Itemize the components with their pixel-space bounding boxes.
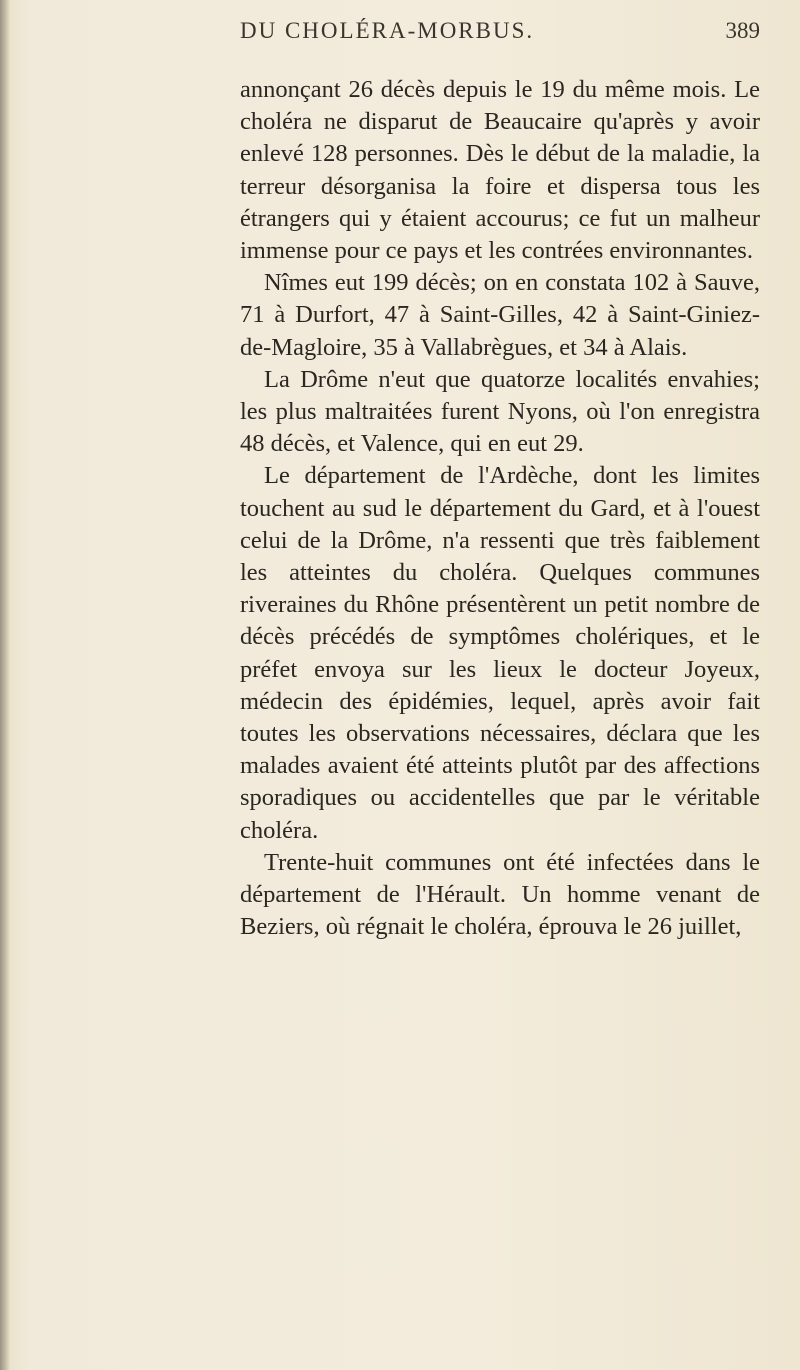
running-title: DU CHOLÉRA-MORBUS. xyxy=(240,18,535,43)
paragraph-herault: Trente-huit communes ont été infectées dans le département de l'Hérault. Un homme venant de Beziers, où régnait le choléra, éprouva le 26 juillet, xyxy=(240,848,760,941)
page-header xyxy=(240,12,760,52)
page-binding-shadow xyxy=(0,0,10,1370)
page-number: 389 xyxy=(725,18,760,43)
paragraph-ardeche: Le département de l'Ardèche, dont les limites touchent au sud le département du Gard, et à l'ouest celui de la Drôme, n'a ressenti que très faiblement les atteintes du choléra. Quelques communes riveraines du Rhône présentèrent un petit nombre de décès précédés de symptômes cholériques, et le préfet envoya sur les lieux le docteur Joyeux, médecin des épidémies, lequel, après avoir fait toutes les observations nécessaires, déclara que les malades avaient été atteints plutôt par des affections sporadiques ou accidentelles que par le véritable choléra. xyxy=(240,462,760,844)
paragraph-continuation: annonçant 26 décès depuis le 19 du même mois. Le choléra ne disparut de Beaucaire qu'après y avoir enlevé 128 personnes. Dès le début de la maladie, la terreur désorganisa la foire et dispersa tous les étrangers qui y étaient accourus; ce fut un malheur immense pour ce pays et les contrées environnantes. xyxy=(240,76,760,265)
paragraph-drome: La Drôme n'eut que quatorze localités envahies; les plus maltraitées furent Nyons, où l'on enregistra 48 décès, et Valence, qui en eut 29. xyxy=(240,365,760,458)
body-text xyxy=(240,74,760,943)
paragraph-nimes: Nîmes eut 199 décès; on en constata 102 à Sauve, 71 à Durfort, 47 à Saint-Gilles, 42 à Saint-Giniez-de-Magloire, 35 à Vallabrègues, et 34 à Alais. xyxy=(240,269,760,361)
